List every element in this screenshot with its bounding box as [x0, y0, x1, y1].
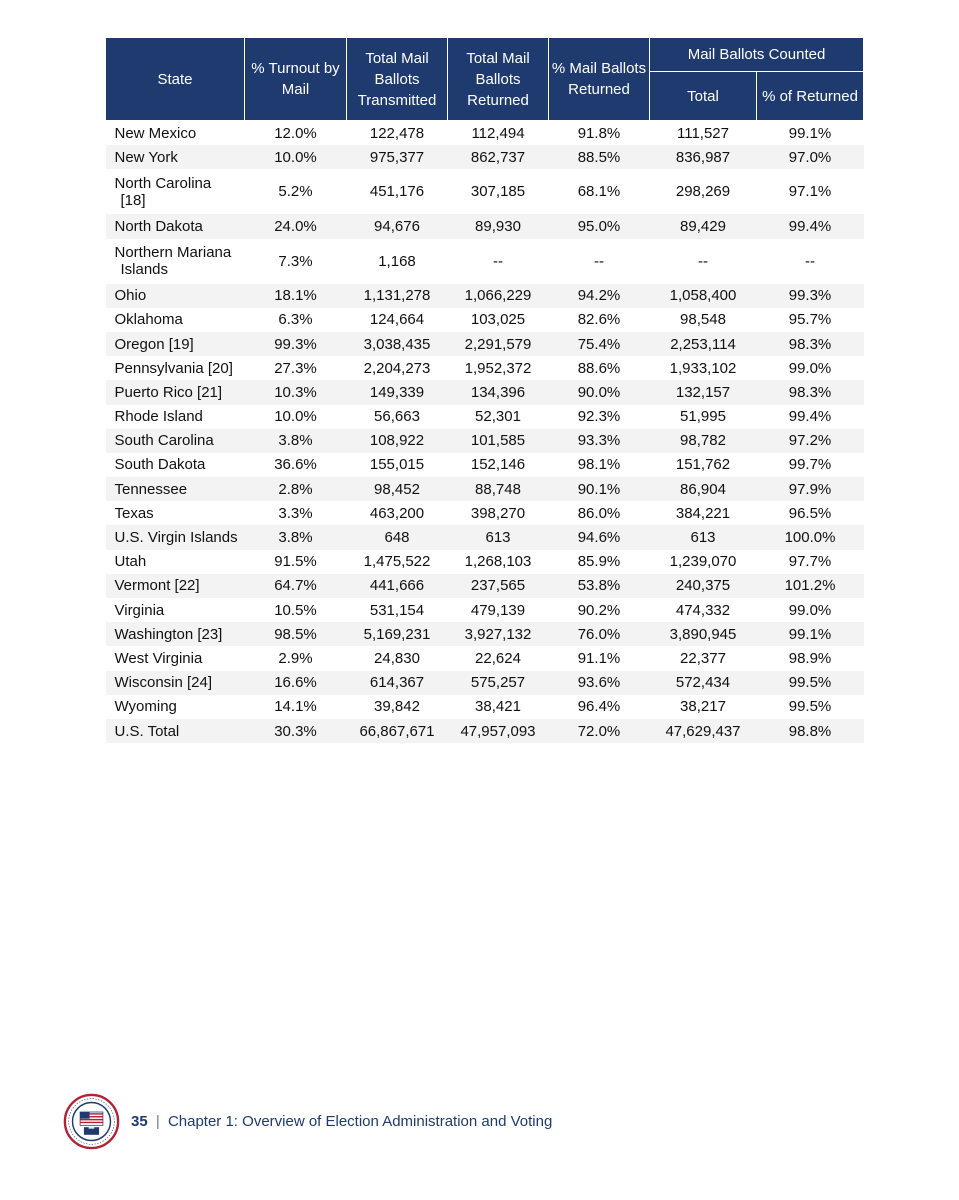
- cell-counted-pct: 99.4%: [788, 408, 832, 426]
- state-name: Northern Mariana: [114, 244, 232, 262]
- header-transmitted: Total Mail Ballots Transmitted: [347, 38, 448, 121]
- table-row: [106, 550, 864, 574]
- state-name: Rhode Island: [114, 408, 203, 426]
- cell-transmitted: 108,922: [347, 429, 448, 453]
- state-name-continued: [18]: [120, 191, 146, 209]
- cell-transmitted: 2,204,273: [363, 359, 431, 377]
- cell-returned: 862,737: [448, 145, 549, 169]
- cell-counted-pct: 98.9%: [788, 649, 832, 667]
- state-name-continued: Islands: [120, 261, 169, 279]
- mail-ballots-table: [105, 37, 864, 743]
- cell-counted-pct: 99.0%: [788, 601, 832, 619]
- cell-counted-pct: 100.0%: [757, 525, 864, 549]
- cell-transmitted: 451,176: [369, 183, 425, 201]
- cell-state: [106, 380, 245, 404]
- state-name: Vermont [22]: [114, 577, 200, 595]
- cell-pct-returned: 75.4%: [549, 332, 650, 356]
- cell-returned: 103,025: [470, 311, 526, 329]
- cell-returned: 89,930: [448, 214, 549, 238]
- cell-state: [106, 239, 245, 284]
- cell-turnout: 2.8%: [245, 477, 347, 501]
- cell-turnout: 27.3%: [274, 359, 317, 377]
- cell-state: [106, 719, 245, 743]
- cell-counted-pct: 99.1%: [757, 622, 864, 646]
- cell-counted-pct: 96.5%: [788, 504, 832, 522]
- cell-counted-total: 86,904: [650, 477, 757, 501]
- cell-state: [106, 145, 245, 169]
- cell-counted-pct: 98.8%: [757, 719, 864, 743]
- cell-transmitted: 614,367: [347, 671, 448, 695]
- cell-counted-pct: 101.2%: [757, 574, 864, 598]
- table-row: [106, 574, 864, 598]
- state-name: South Carolina: [114, 432, 214, 450]
- table-row: [106, 284, 864, 308]
- table-row: [106, 598, 864, 622]
- cell-turnout: 18.1%: [245, 284, 347, 308]
- cell-counted-pct: 98.3%: [757, 380, 864, 404]
- state-name: Tennessee: [114, 480, 188, 498]
- table-row: [106, 525, 864, 549]
- cell-counted-pct: 95.7%: [788, 311, 832, 329]
- cell-transmitted: 5,169,231: [347, 622, 448, 646]
- table-row: [106, 214, 864, 238]
- cell-returned: 38,421: [475, 698, 521, 716]
- cell-state: [106, 622, 245, 646]
- cell-turnout: 16.6%: [245, 671, 347, 695]
- cell-counted-pct: 99.1%: [788, 124, 832, 142]
- cell-state: [106, 646, 245, 670]
- state-name: Oklahoma: [114, 311, 183, 329]
- cell-counted-total: 2,253,114: [650, 332, 757, 356]
- cell-counted-pct: 99.0%: [788, 359, 832, 377]
- cell-returned: 88,748: [448, 477, 549, 501]
- cell-transmitted: 66,867,671: [347, 719, 448, 743]
- cell-returned: 152,146: [470, 456, 526, 474]
- cell-counted-total: 98,782: [650, 429, 757, 453]
- cell-turnout: 7.3%: [278, 252, 313, 270]
- table-row: [106, 695, 864, 719]
- cell-transmitted: 94,676: [347, 214, 448, 238]
- cell-transmitted: 124,664: [369, 311, 425, 329]
- header-pct-returned: % Mail Ballots Returned: [549, 38, 650, 121]
- header-returned: Total Mail Ballots Returned: [448, 38, 549, 121]
- cell-turnout: 64.7%: [245, 574, 347, 598]
- page-footer: [63, 1093, 563, 1151]
- state-name: West Virginia: [114, 649, 203, 667]
- cell-state: [106, 550, 245, 574]
- cell-returned: 22,624: [475, 649, 521, 667]
- cell-returned: 52,301: [475, 408, 521, 426]
- cell-counted-pct: 97.0%: [757, 145, 864, 169]
- cell-counted-total: 111,527: [677, 124, 729, 142]
- cell-turnout: 10.3%: [245, 380, 347, 404]
- cell-transmitted: 1,168: [378, 252, 416, 270]
- cell-transmitted: 39,842: [374, 698, 420, 716]
- cell-returned: 1,268,103: [464, 553, 532, 571]
- state-name: New York: [114, 148, 178, 166]
- header-counted-total: Total: [650, 72, 757, 121]
- chapter-title: Chapter 1: Overview of Election Administration and Voting: [167, 1113, 553, 1130]
- cell-pct-returned: --: [594, 252, 604, 270]
- cell-counted-total: 151,762: [675, 456, 731, 474]
- cell-state: [106, 695, 245, 719]
- cell-returned: 101,585: [448, 429, 549, 453]
- cell-pct-returned: 93.6%: [549, 671, 650, 695]
- cell-pct-returned: 88.6%: [577, 359, 621, 377]
- cell-counted-pct: 99.5%: [757, 671, 864, 695]
- table-row: [106, 719, 864, 743]
- cell-counted-total: 47,629,437: [650, 719, 757, 743]
- table-row: [106, 145, 864, 169]
- cell-counted-total: --: [698, 252, 708, 270]
- cell-counted-total: 572,434: [650, 671, 757, 695]
- table-row: [106, 169, 864, 214]
- cell-counted-total: 22,377: [680, 649, 726, 667]
- cell-pct-returned: 91.1%: [577, 649, 621, 667]
- cell-pct-returned: 92.3%: [577, 408, 621, 426]
- cell-transmitted: 3,038,435: [347, 332, 448, 356]
- cell-pct-returned: 90.2%: [577, 601, 621, 619]
- cell-turnout: 91.5%: [274, 553, 317, 571]
- cell-turnout: 10.5%: [274, 601, 317, 619]
- cell-pct-returned: 72.0%: [549, 719, 650, 743]
- cell-counted-pct: 97.1%: [788, 183, 832, 201]
- cell-counted-total: 613: [650, 525, 757, 549]
- cell-pct-returned: 98.1%: [577, 456, 621, 474]
- cell-pct-returned: 85.9%: [577, 553, 621, 571]
- cell-turnout: 3.8%: [245, 429, 347, 453]
- cell-state: [106, 308, 245, 332]
- cell-pct-returned: 76.0%: [549, 622, 650, 646]
- table-row: [106, 239, 864, 284]
- cell-state: [106, 332, 245, 356]
- state-name: U.S. Total: [114, 722, 180, 740]
- state-name: Washington [23]: [114, 625, 223, 643]
- cell-turnout: 12.0%: [274, 124, 317, 142]
- cell-transmitted: 155,015: [369, 456, 425, 474]
- cell-pct-returned: 91.8%: [577, 124, 621, 142]
- cell-transmitted: 441,666: [347, 574, 448, 598]
- cell-pct-returned: 94.2%: [549, 284, 650, 308]
- cell-pct-returned: 90.0%: [549, 380, 650, 404]
- cell-counted-total: 1,933,102: [669, 359, 737, 377]
- state-name: New Mexico: [114, 124, 197, 142]
- cell-pct-returned: 94.6%: [549, 525, 650, 549]
- table-row: [106, 501, 864, 525]
- state-name: North Carolina: [114, 174, 212, 192]
- cell-transmitted: 463,200: [369, 504, 425, 522]
- cell-returned: 479,139: [470, 601, 526, 619]
- cell-turnout: 24.0%: [245, 214, 347, 238]
- state-name: Ohio: [114, 287, 147, 305]
- page-number: 35: [131, 1113, 148, 1130]
- header-counted-pct: % of Returned: [757, 72, 864, 121]
- cell-turnout: 3.8%: [245, 525, 347, 549]
- cell-transmitted: 1,131,278: [347, 284, 448, 308]
- cell-transmitted: 122,478: [369, 124, 425, 142]
- state-name: Wyoming: [114, 698, 177, 716]
- cell-returned: 134,396: [448, 380, 549, 404]
- cell-state: [106, 405, 245, 429]
- state-name: U.S. Virgin Islands: [114, 529, 238, 547]
- cell-counted-total: 240,375: [650, 574, 757, 598]
- cell-state: [106, 574, 245, 598]
- header-turnout: % Turnout by Mail: [245, 38, 347, 121]
- cell-state: [106, 356, 245, 380]
- cell-returned: --: [493, 252, 503, 270]
- cell-state: [106, 214, 245, 238]
- table-row: [106, 308, 864, 332]
- table-row: [106, 671, 864, 695]
- table-row: [106, 380, 864, 404]
- cell-counted-pct: 99.3%: [757, 284, 864, 308]
- table-row: [106, 477, 864, 501]
- cell-counted-pct: --: [805, 252, 815, 270]
- state-name: Texas: [114, 504, 154, 522]
- header-state: State: [106, 38, 245, 121]
- cell-pct-returned: 90.1%: [549, 477, 650, 501]
- state-name: Virginia: [114, 601, 165, 619]
- cell-transmitted: 531,154: [369, 601, 425, 619]
- cell-turnout: 6.3%: [278, 311, 313, 329]
- cell-returned: 575,257: [448, 671, 549, 695]
- state-name: Pennsylvania [20]: [114, 359, 233, 377]
- cell-counted-total: 3,890,945: [650, 622, 757, 646]
- header-counted-group: Mail Ballots Counted: [650, 38, 864, 72]
- cell-returned: 2,291,579: [448, 332, 549, 356]
- table-row: [106, 622, 864, 646]
- cell-transmitted: 975,377: [347, 145, 448, 169]
- table-row: [106, 356, 864, 380]
- cell-returned: 112,494: [471, 124, 525, 142]
- cell-turnout: 5.2%: [278, 183, 313, 201]
- cell-returned: 398,270: [470, 504, 526, 522]
- cell-counted-pct: 99.7%: [788, 456, 832, 474]
- cell-turnout: 14.1%: [274, 698, 317, 716]
- cell-state: [106, 525, 245, 549]
- cell-counted-total: 298,269: [675, 183, 731, 201]
- cell-counted-total: 38,217: [680, 698, 726, 716]
- cell-pct-returned: 95.0%: [549, 214, 650, 238]
- cell-returned: 1,952,372: [464, 359, 532, 377]
- cell-returned: 1,066,229: [448, 284, 549, 308]
- state-name: North Dakota: [114, 217, 203, 235]
- cell-counted-total: 98,548: [680, 311, 726, 329]
- cell-counted-total: 1,239,070: [669, 553, 737, 571]
- cell-turnout: 36.6%: [274, 456, 317, 474]
- cell-turnout: 98.5%: [245, 622, 347, 646]
- cell-counted-total: 1,058,400: [650, 284, 757, 308]
- cell-state: [106, 284, 245, 308]
- cell-pct-returned: 53.8%: [549, 574, 650, 598]
- cell-turnout: 30.3%: [245, 719, 347, 743]
- cell-state: [106, 453, 245, 477]
- table-row: [106, 429, 864, 453]
- cell-state: [106, 169, 245, 214]
- cell-transmitted: 648: [347, 525, 448, 549]
- cell-returned: 613: [448, 525, 549, 549]
- cell-pct-returned: 86.0%: [577, 504, 621, 522]
- cell-state: [106, 429, 245, 453]
- cell-counted-pct: 97.7%: [788, 553, 832, 571]
- cell-transmitted: 1,475,522: [363, 553, 431, 571]
- cell-returned: 47,957,093: [448, 719, 549, 743]
- cell-counted-total: 51,995: [680, 408, 726, 426]
- cell-counted-total: 132,157: [650, 380, 757, 404]
- cell-counted-pct: 99.5%: [788, 698, 832, 716]
- table-row: [106, 405, 864, 429]
- state-name: Puerto Rico [21]: [114, 383, 223, 401]
- footer-text: [131, 1113, 552, 1130]
- cell-state: [106, 477, 245, 501]
- cell-returned: 307,185: [470, 183, 526, 201]
- cell-state: [106, 501, 245, 525]
- cell-counted-pct: 97.2%: [757, 429, 864, 453]
- cell-turnout: 3.3%: [278, 504, 313, 522]
- table-row: [106, 453, 864, 477]
- cell-counted-total: 474,332: [675, 601, 731, 619]
- cell-pct-returned: 93.3%: [549, 429, 650, 453]
- cell-turnout: 2.9%: [278, 649, 313, 667]
- cell-state: [106, 598, 245, 622]
- cell-counted-total: 89,429: [650, 214, 757, 238]
- cell-pct-returned: 68.1%: [577, 183, 621, 201]
- cell-pct-returned: 88.5%: [549, 145, 650, 169]
- cell-counted-pct: 97.9%: [757, 477, 864, 501]
- cell-transmitted: 149,339: [347, 380, 448, 404]
- footer-separator: |: [155, 1113, 160, 1130]
- table-row: [106, 121, 864, 146]
- state-name: South Dakota: [114, 456, 206, 474]
- cell-counted-total: 836,987: [650, 145, 757, 169]
- cell-transmitted: 24,830: [374, 649, 420, 667]
- cell-transmitted: 56,663: [374, 408, 420, 426]
- cell-pct-returned: 96.4%: [577, 698, 621, 716]
- cell-turnout: 10.0%: [245, 145, 347, 169]
- cell-returned: 237,565: [448, 574, 549, 598]
- cell-turnout: 10.0%: [274, 408, 317, 426]
- table-row: [106, 332, 864, 356]
- cell-counted-total: 384,221: [675, 504, 731, 522]
- table-body: [106, 121, 864, 744]
- cell-state: [106, 121, 245, 146]
- cell-counted-pct: 99.4%: [757, 214, 864, 238]
- eac-seal-icon: [63, 1093, 120, 1150]
- cell-transmitted: 98,452: [347, 477, 448, 501]
- cell-pct-returned: 82.6%: [577, 311, 621, 329]
- cell-turnout: 99.3%: [245, 332, 347, 356]
- state-name: Oregon [19]: [114, 335, 194, 353]
- state-name: Wisconsin [24]: [114, 674, 213, 692]
- cell-returned: 3,927,132: [448, 622, 549, 646]
- cell-counted-pct: 98.3%: [757, 332, 864, 356]
- cell-state: [106, 671, 245, 695]
- table-row: [106, 646, 864, 670]
- state-name: Utah: [114, 553, 147, 571]
